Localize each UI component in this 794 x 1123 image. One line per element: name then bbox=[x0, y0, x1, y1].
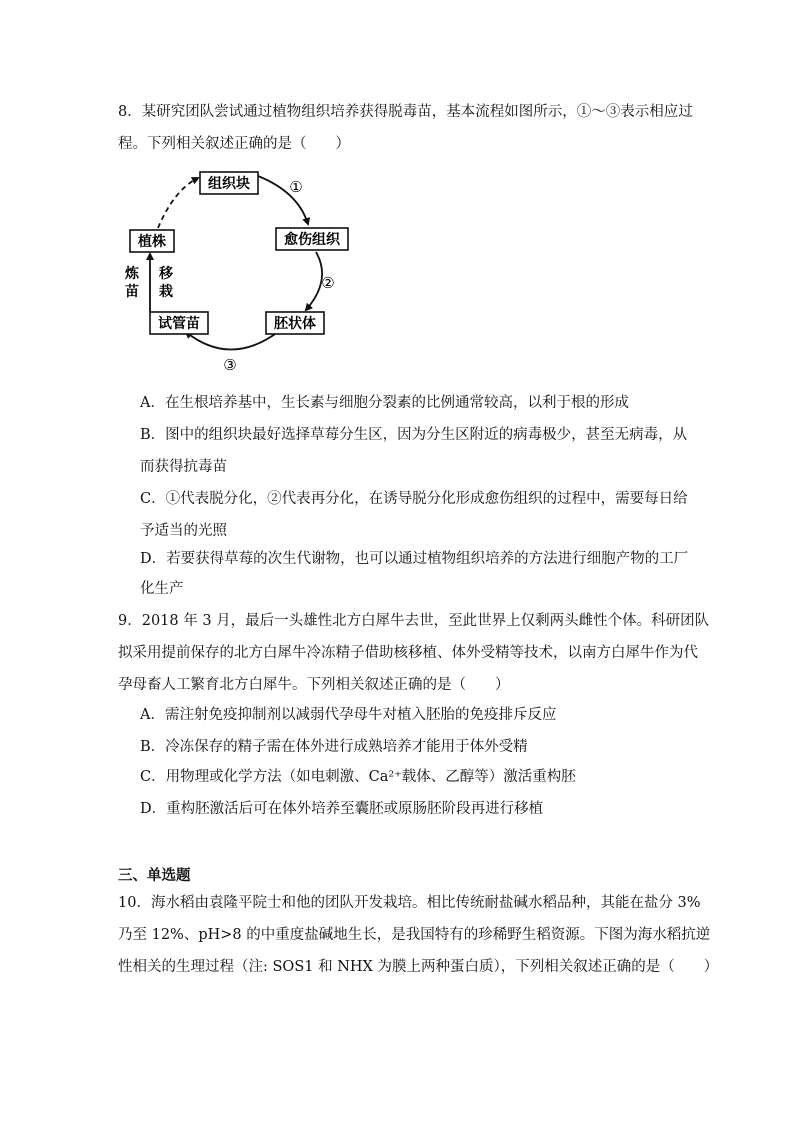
arrow-2 bbox=[306, 252, 322, 310]
step-label-2: ② bbox=[321, 274, 335, 292]
q8-option-d-line-2: 化生产 bbox=[140, 581, 184, 597]
q10-stem-line-3: 性相关的生理过程（注: SOS1 和 NHX 为膜上两种蛋白质），下列相关叙述正确的是（ ） bbox=[118, 959, 719, 975]
q9-option-d: D．重构胚激活后可在体外培养至囊胚或原肠胚阶段再进行移植 bbox=[140, 801, 544, 817]
step-label-3: ③ bbox=[223, 356, 237, 374]
side-text-yi: 移 bbox=[159, 266, 173, 282]
node-callus bbox=[276, 228, 348, 250]
node-embryoid-label: 胚状体 bbox=[274, 316, 316, 332]
q8-option-d-line-1: D．若要获得草莓的次生代谢物，也可以通过植物组织培养的方法进行细胞产物的工厂 bbox=[140, 551, 689, 567]
q9-option-c: C．用物理或化学方法（如电刺激、Ca²⁺载体、乙醇等）激活重构胚 bbox=[140, 769, 576, 785]
node-plant bbox=[130, 230, 174, 252]
node-tube-seedling-label: 试管苗 bbox=[158, 316, 200, 332]
node-plant-label: 植株 bbox=[138, 234, 166, 250]
q8-option-b-line-1: B．图中的组织块最好选择草莓分生区，因为分生区附近的病毒极少，甚至无病毒，从 bbox=[140, 427, 688, 443]
cycle-diagram-svg bbox=[110, 162, 370, 382]
q9-option-a: A．需注射免疫抑制剂以减弱代孕母牛对植入胚胎的免疫排斥反应 bbox=[140, 707, 557, 723]
tissue-culture-diagram bbox=[110, 162, 370, 382]
node-tube-seedling bbox=[150, 312, 208, 334]
arrow-dashed bbox=[158, 178, 198, 228]
q9-stem-line-3: 孕母畜人工繁育北方白犀牛。下列相关叙述正确的是（ ） bbox=[118, 677, 510, 693]
q8-stem-line-2: 程。下列相关叙述正确的是（ ） bbox=[118, 136, 350, 152]
q8-option-c-line-1: C．①代表脱分化，②代表再分化，在诱导脱分化形成愈伤组织的过程中，需要每日给 bbox=[140, 491, 688, 507]
side-text-zai: 栽 bbox=[159, 284, 173, 300]
q10-stem-line-1: 10．海水稻由袁隆平院士和他的团队开发栽培。相比传统耐盐碱水稻品种，其能在盐分 3% bbox=[118, 895, 701, 911]
q9-stem-line-2: 拟采用提前保存的北方白犀牛冷冻精子借助核移植、体外受精等技术，以南方白犀牛作为代 bbox=[118, 645, 698, 661]
q9-stem-line-1: 9．2018 年 3 月，最后一头雄性北方白犀牛去世，至此世界上仅剩两头雌性个体。科研团队 bbox=[118, 613, 710, 629]
q9-option-b: B．冷冻保存的精子需在体外进行成熟培养才能用于体外受精 bbox=[140, 739, 528, 755]
step-label-1: ① bbox=[289, 178, 303, 196]
node-tissue-block bbox=[200, 172, 258, 194]
section-heading: 三、单选题 bbox=[118, 867, 191, 884]
q8-option-a: A．在生根培养基中，生长素与细胞分裂素的比例通常较高，以利于根的形成 bbox=[140, 395, 629, 411]
node-tissue-label: 组织块 bbox=[208, 176, 250, 192]
side-text-lian: 炼 bbox=[125, 266, 139, 282]
q8-stem-line-1: 8．某研究团队尝试通过植物组织培养获得脱毒苗，基本流程如图所示，①～③表示相应过 bbox=[118, 104, 693, 120]
q10-stem-line-2: 乃至 12%、pH>8 的中重度盐碱地生长，是我国特有的珍稀野生稻资源。下图为海水稻抗逆 bbox=[118, 927, 711, 943]
q8-option-b-line-2: 而获得抗毒苗 bbox=[140, 459, 227, 475]
side-text-miao: 苗 bbox=[125, 284, 139, 300]
node-callus-label: 愈伤组织 bbox=[284, 232, 340, 248]
q8-option-c-line-2: 予适当的光照 bbox=[140, 523, 227, 539]
node-embryoid bbox=[266, 312, 324, 334]
